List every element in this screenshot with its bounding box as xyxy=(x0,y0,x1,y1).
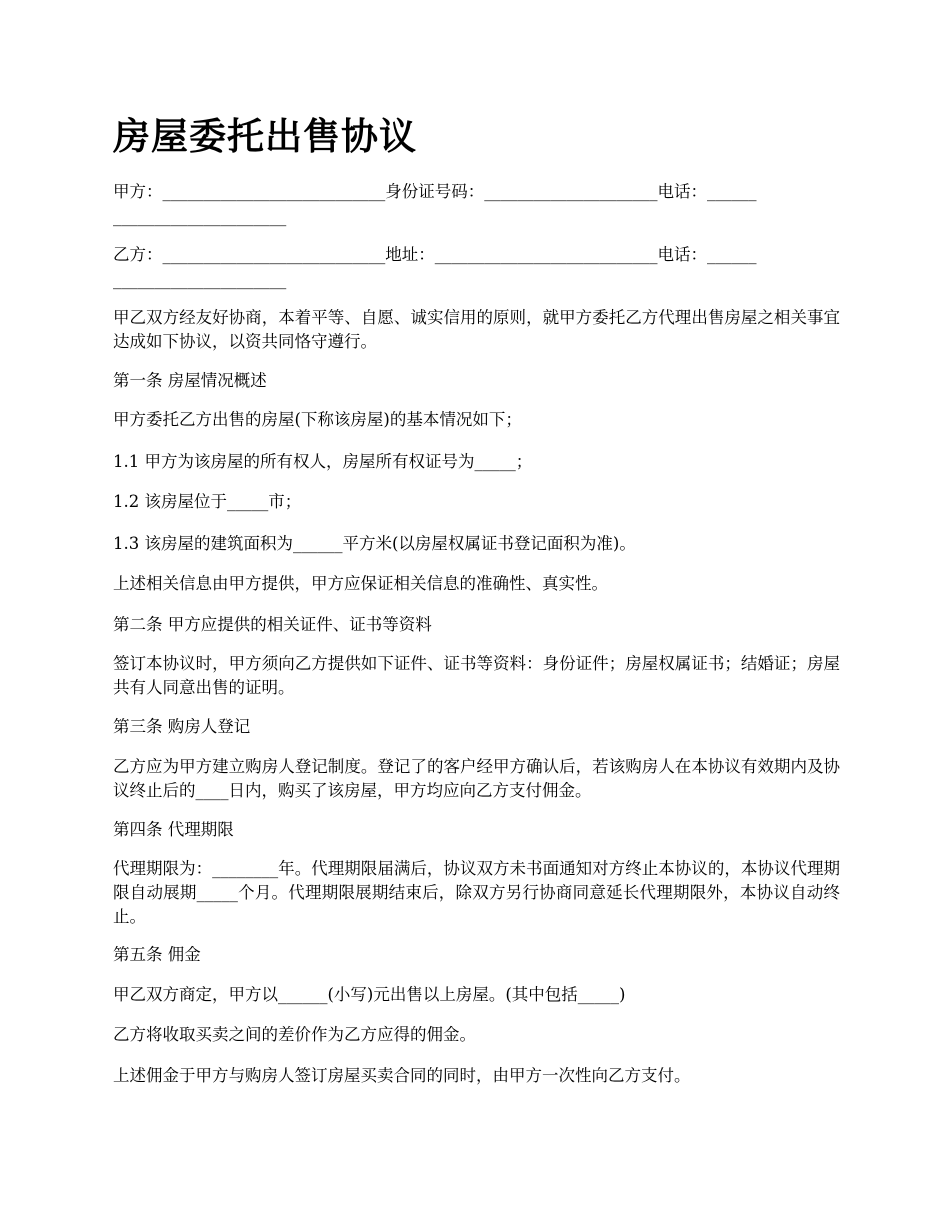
clause-1-2: 1.2 该房屋位于_____市； xyxy=(113,492,302,511)
article-4-heading: 第四条 代理期限 xyxy=(113,820,234,839)
party-b-line-1: 乙方：___________________________地址：___________________________电话：______ xyxy=(113,245,757,264)
party-a-line-2: _____________________ xyxy=(113,207,287,226)
article-2-heading: 第二条 甲方应提供的相关证件、证书等资料 xyxy=(113,615,432,634)
intro-paragraph: 甲乙双方经友好协商，本着平等、自愿、诚实信用的原则，就甲方委托乙方代理出售房屋之相关事宜达成如下协议，以资共同恪守遵行。 xyxy=(113,308,840,351)
party-b-line-2: _____________________ xyxy=(113,270,287,289)
clause-1-3: 1.3 该房屋的建筑面积为______平方米(以房屋权属证书登记面积为准)。 xyxy=(113,534,636,553)
clause-1-1: 1.1 甲方为该房屋的所有权人，房屋所有权证号为_____； xyxy=(113,452,533,471)
article-1-note: 上述相关信息由甲方提供，甲方应保证相关信息的准确性、真实性。 xyxy=(113,574,608,593)
article-4-body: 代理期限为：________年。代理期限届满后，协议双方未书面通知对方终止本协议的，本协议代理期限自动展期_____个月。代理期限展期结束后，除双方另行协商同意延长代理期限外，本协议自动终止。 xyxy=(113,859,840,926)
article-3-body: 乙方应为甲方建立购房人登记制度。登记了的客户经甲方确认后，若该购房人在本协议有效期内及协议终止后的____日内，购买了该房屋，甲方均应向乙方支付佣金。 xyxy=(113,757,840,800)
article-3-heading: 第三条 购房人登记 xyxy=(113,717,251,736)
article-1-heading: 第一条 房屋情况概述 xyxy=(113,371,267,390)
party-a-line-1: 甲方：___________________________身份证号码：_____________________电话：______ xyxy=(113,182,757,201)
document-title: 房屋委托出售协议 xyxy=(113,114,417,158)
article-5-heading: 第五条 佣金 xyxy=(113,945,201,964)
article-1-intro: 甲方委托乙方出售的房屋(下称该房屋)的基本情况如下； xyxy=(113,410,522,429)
article-5-commission: 乙方将收取买卖之间的差价作为乙方应得的佣金。 xyxy=(113,1025,476,1044)
article-5-payment: 上述佣金于甲方与购房人签订房屋买卖合同的同时，由甲方一次性向乙方支付。 xyxy=(113,1066,691,1085)
article-2-body: 签订本协议时，甲方须向乙方提供如下证件、证书等资料：身份证件；房屋权属证书；结婚证；房屋共有人同意出售的证明。 xyxy=(113,654,840,697)
article-5-price: 甲乙双方商定，甲方以______(小写)元出售以上房屋。(其中包括_____) xyxy=(113,985,626,1004)
